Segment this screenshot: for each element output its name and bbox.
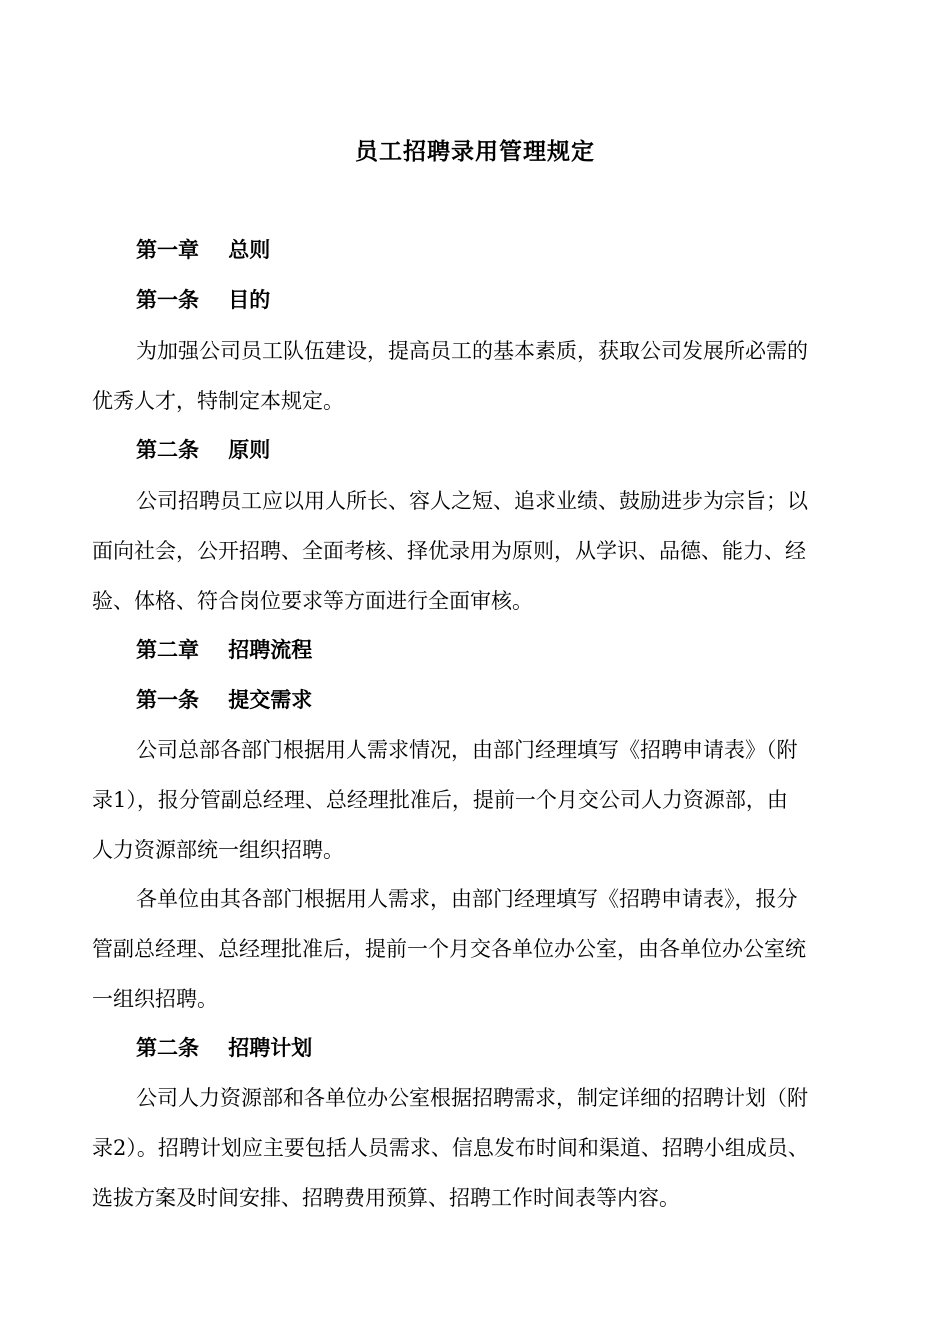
chapter-2-heading: 第二章 招聘流程 [136,638,313,662]
article-4-line-2: 录2）。招聘计划应主要包括人员需求、信息发布时间和渠道、招聘小组成员、 [92,1136,809,1160]
article-3-para-1-line-2: 录1），报分管副总经理、总经理批准后，提前一个月交公司人力资源部，由 [92,788,788,812]
article-2-line-3: 验、体格、符合岗位要求等方面进行全面审核。 [92,589,533,613]
article-3-para-2-line-2: 管副总经理、总经理批准后，提前一个月交各单位办公室，由各单位办公室统 [92,937,806,961]
article-2-line-1: 公司招聘员工应以用人所长、容人之短、追求业绩、鼓励进步为宗旨；以 [136,489,808,513]
article-3-para-2-line-1: 各单位由其各部门根据用人需求，由部门经理填写《招聘申请表》，报分 [136,887,798,911]
article-2-heading: 第二条 原则 [136,438,271,462]
article-2-line-2: 面向社会，公开招聘、全面考核、择优录用为原则，从学识、品德、能力、经 [92,539,806,563]
article-3-para-1-line-3: 人力资源部统一组织招聘。 [92,838,344,862]
chapter-1-heading: 第一章 总则 [136,238,271,262]
article-1-line-2: 优秀人才，特制定本规定。 [92,389,344,413]
article-1-line-1: 为加强公司员工队伍建设，提高员工的基本素质，获取公司发展所必需的 [136,339,808,363]
article-3-para-1-line-1: 公司总部各部门根据用人需求情况，由部门经理填写《招聘申请表》（附 [136,738,798,762]
article-1-heading: 第一条 目的 [136,288,271,312]
article-3-heading: 第一条 提交需求 [136,688,313,712]
document-title: 员工招聘录用管理规定 [355,139,595,165]
article-4-line-1: 公司人力资源部和各单位办公室根据招聘需求，制定详细的招聘计划（附 [136,1086,808,1110]
article-4-heading: 第二条 招聘计划 [136,1036,313,1060]
article-4-line-3: 选拔方案及时间安排、招聘费用预算、招聘工作时间表等内容。 [92,1186,680,1210]
article-3-para-2-line-3: 一组织招聘。 [92,987,218,1011]
